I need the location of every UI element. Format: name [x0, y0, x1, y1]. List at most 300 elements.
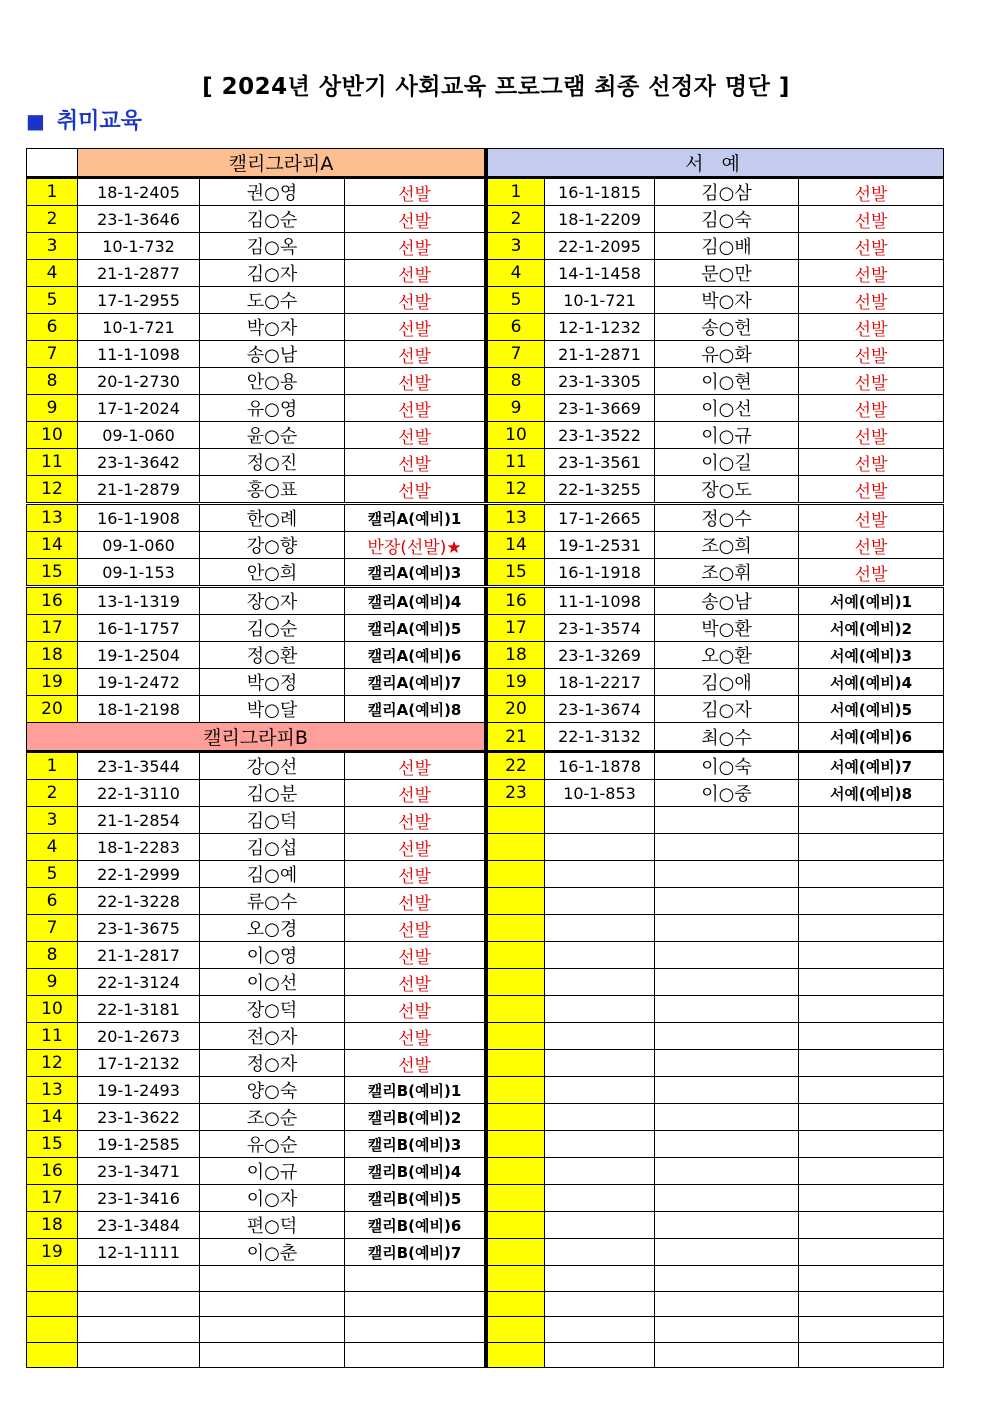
right-empty-cell [545, 969, 655, 996]
right-row-number: 15 [488, 559, 545, 587]
table-row [27, 1077, 944, 1104]
right-member-name: 김○숙 [655, 206, 799, 233]
right-empty-number [488, 1185, 545, 1212]
left-empty-number [27, 1266, 78, 1292]
right-member-code: 16-1-1918 [545, 559, 655, 587]
table-row [27, 532, 944, 559]
table-row [27, 861, 944, 888]
right-empty-cell [799, 1158, 944, 1185]
right-member-name: 이○규 [655, 422, 799, 449]
left-empty-cell [345, 1317, 486, 1343]
left-member-name: 오○경 [200, 915, 345, 942]
left-row-number: 20 [27, 696, 78, 723]
left-selection-status: 캘리B(예비)2 [345, 1104, 486, 1131]
right-empty-cell [545, 1185, 655, 1212]
left-member-code: 23-1-3642 [78, 449, 200, 476]
right-row-number: 13 [488, 504, 545, 532]
right-selection-status: 선발 [799, 476, 944, 504]
table-row [27, 395, 944, 422]
left-row-number: 5 [27, 861, 78, 888]
left-row-number: 17 [27, 1185, 78, 1212]
square-bullet-icon: ■ [26, 109, 45, 133]
right-member-name: 최○수 [655, 723, 799, 752]
right-empty-number [488, 1239, 545, 1266]
right-member-name: 박○환 [655, 615, 799, 642]
left-member-name: 권○영 [200, 178, 345, 206]
right-selection-status: 선발 [799, 233, 944, 260]
left-member-code: 22-1-3110 [78, 780, 200, 807]
right-empty-cell [655, 942, 799, 969]
left-selection-status: 캘리B(예비)1 [345, 1077, 486, 1104]
left-row-number: 1 [27, 752, 78, 780]
right-row-number: 19 [488, 669, 545, 696]
right-empty-cell [799, 1131, 944, 1158]
right-empty-cell [799, 861, 944, 888]
right-empty-cell [545, 1104, 655, 1131]
left-member-name: 김○순 [200, 615, 345, 642]
left-selection-status: 선발 [345, 861, 486, 888]
right-member-name: 송○남 [655, 587, 799, 615]
right-empty-cell [799, 1239, 944, 1266]
left-row-number: 6 [27, 888, 78, 915]
table-row [27, 476, 944, 504]
left-row-number: 4 [27, 834, 78, 861]
table-row [27, 149, 944, 178]
table-row [27, 1291, 944, 1317]
left-row-number: 7 [27, 341, 78, 368]
left-member-code: 19-1-2493 [78, 1077, 200, 1104]
left-selection-status: 선발 [345, 942, 486, 969]
left-member-name: 장○덕 [200, 996, 345, 1023]
right-empty-cell [799, 807, 944, 834]
left-row-number: 8 [27, 942, 78, 969]
right-member-code: 16-1-1878 [545, 752, 655, 780]
left-selection-status: 캘리A(예비)5 [345, 615, 486, 642]
right-selection-status: 서예(예비)1 [799, 587, 944, 615]
right-member-name: 문○만 [655, 260, 799, 287]
right-empty-cell [799, 1104, 944, 1131]
left-row-number: 8 [27, 368, 78, 395]
right-row-number: 2 [488, 206, 545, 233]
right-member-code: 19-1-2531 [545, 532, 655, 559]
left-selection-status: 캘리B(예비)5 [345, 1185, 486, 1212]
left-row-number: 6 [27, 314, 78, 341]
right-empty-cell [799, 915, 944, 942]
left-member-code: 20-1-2730 [78, 368, 200, 395]
right-row-number: 17 [488, 615, 545, 642]
left-selection-status: 선발 [345, 476, 486, 504]
left-row-number: 12 [27, 1050, 78, 1077]
left-member-code: 23-1-3675 [78, 915, 200, 942]
left-empty-cell [200, 1317, 345, 1343]
right-member-name: 정○수 [655, 504, 799, 532]
right-selection-status: 선발 [799, 314, 944, 341]
left-empty-cell [200, 1342, 345, 1368]
right-member-name: 이○중 [655, 780, 799, 807]
left-member-code: 19-1-2472 [78, 669, 200, 696]
left-member-code: 11-1-1098 [78, 341, 200, 368]
right-empty-number [488, 1291, 545, 1317]
right-empty-cell [655, 1291, 799, 1317]
right-empty-cell [799, 1212, 944, 1239]
right-member-code: 21-1-2871 [545, 341, 655, 368]
right-selection-status: 선발 [799, 341, 944, 368]
right-row-number: 22 [488, 752, 545, 780]
left-selection-status: 선발 [345, 206, 486, 233]
left-selection-status: 선발 [345, 1023, 486, 1050]
left-member-name: 조○순 [200, 1104, 345, 1131]
right-empty-cell [655, 834, 799, 861]
right-member-code: 22-1-3132 [545, 723, 655, 752]
right-selection-status: 선발 [799, 287, 944, 314]
left-selection-status: 선발 [345, 1050, 486, 1077]
right-row-number: 6 [488, 314, 545, 341]
table-row [27, 206, 944, 233]
right-selection-status: 서예(예비)4 [799, 669, 944, 696]
right-member-code: 10-1-721 [545, 287, 655, 314]
right-empty-cell [545, 915, 655, 942]
table-row [27, 587, 944, 615]
right-selection-status: 서예(예비)2 [799, 615, 944, 642]
group-header-calligraphy-b: 캘리그라피B [27, 723, 486, 752]
table-row [27, 942, 944, 969]
left-selection-status: 선발 [345, 888, 486, 915]
left-row-number: 10 [27, 422, 78, 449]
right-empty-number [488, 1131, 545, 1158]
right-empty-cell [655, 1185, 799, 1212]
right-empty-cell [545, 1239, 655, 1266]
left-member-code: 23-1-3416 [78, 1185, 200, 1212]
left-row-number: 15 [27, 559, 78, 587]
right-empty-number [488, 1077, 545, 1104]
table-row [27, 996, 944, 1023]
right-row-number: 14 [488, 532, 545, 559]
left-row-number: 2 [27, 780, 78, 807]
left-member-code: 21-1-2877 [78, 260, 200, 287]
left-member-code: 21-1-2879 [78, 476, 200, 504]
right-member-name: 유○화 [655, 341, 799, 368]
table-row [27, 1239, 944, 1266]
table-row [27, 642, 944, 669]
left-member-name: 정○환 [200, 642, 345, 669]
left-member-code: 23-1-3544 [78, 752, 200, 780]
right-row-number: 16 [488, 587, 545, 615]
table-row [27, 888, 944, 915]
right-empty-cell [655, 1077, 799, 1104]
right-empty-cell [799, 1050, 944, 1077]
left-member-code: 18-1-2405 [78, 178, 200, 206]
right-member-name: 김○애 [655, 669, 799, 696]
left-row-number: 12 [27, 476, 78, 504]
left-row-number: 17 [27, 615, 78, 642]
right-empty-number [488, 1212, 545, 1239]
left-empty-cell [78, 1291, 200, 1317]
right-empty-cell [799, 1266, 944, 1292]
left-row-number: 1 [27, 178, 78, 206]
right-member-code: 23-1-3269 [545, 642, 655, 669]
table-row [27, 449, 944, 476]
left-member-code: 21-1-2817 [78, 942, 200, 969]
left-member-name: 홍○표 [200, 476, 345, 504]
right-row-number: 3 [488, 233, 545, 260]
left-member-name: 김○예 [200, 861, 345, 888]
table-row [27, 1317, 944, 1343]
right-empty-cell [655, 1239, 799, 1266]
right-member-name: 장○도 [655, 476, 799, 504]
left-member-name: 강○향 [200, 532, 345, 559]
group-header-calligraphy-a: 캘리그라피A [78, 149, 486, 178]
table-row [27, 314, 944, 341]
right-empty-cell [655, 807, 799, 834]
left-row-number: 11 [27, 449, 78, 476]
left-member-code: 13-1-1319 [78, 587, 200, 615]
left-selection-status: 반장(선발)★ [345, 532, 486, 559]
table-row [27, 504, 944, 532]
left-member-name: 이○자 [200, 1185, 345, 1212]
left-member-code: 22-1-3228 [78, 888, 200, 915]
right-selection-status: 선발 [799, 368, 944, 395]
right-empty-cell [655, 915, 799, 942]
right-row-number: 9 [488, 395, 545, 422]
right-empty-cell [655, 1317, 799, 1343]
table-row [27, 1158, 944, 1185]
left-member-name: 이○춘 [200, 1239, 345, 1266]
left-row-number: 13 [27, 504, 78, 532]
right-empty-cell [799, 1077, 944, 1104]
table-row [27, 807, 944, 834]
left-selection-status: 선발 [345, 834, 486, 861]
right-empty-cell [545, 861, 655, 888]
table-row [27, 669, 944, 696]
right-empty-cell [655, 1131, 799, 1158]
left-member-name: 윤○순 [200, 422, 345, 449]
right-row-number: 10 [488, 422, 545, 449]
left-selection-status: 캘리A(예비)6 [345, 642, 486, 669]
left-member-code: 17-1-2024 [78, 395, 200, 422]
right-empty-number [488, 1104, 545, 1131]
right-empty-cell [545, 1077, 655, 1104]
left-selection-status: 선발 [345, 807, 486, 834]
left-member-code: 09-1-153 [78, 559, 200, 587]
table-row [27, 233, 944, 260]
left-selection-status: 선발 [345, 395, 486, 422]
left-member-name: 편○덕 [200, 1212, 345, 1239]
right-empty-number [488, 834, 545, 861]
table-row [27, 615, 944, 642]
table-row [27, 287, 944, 314]
right-empty-cell [545, 1131, 655, 1158]
table-row [27, 1104, 944, 1131]
left-selection-status: 선발 [345, 287, 486, 314]
left-member-name: 김○섭 [200, 834, 345, 861]
right-member-code: 23-1-3305 [545, 368, 655, 395]
right-row-number: 7 [488, 341, 545, 368]
right-row-number: 1 [488, 178, 545, 206]
right-empty-cell [655, 1342, 799, 1368]
left-member-name: 안○희 [200, 559, 345, 587]
left-selection-status: 선발 [345, 996, 486, 1023]
page-title: [ 2024년 상반기 사회교육 프로그램 최종 선정자 명단 ] [202, 74, 790, 100]
right-empty-number [488, 1158, 545, 1185]
left-row-number: 16 [27, 587, 78, 615]
right-member-name: 이○선 [655, 395, 799, 422]
right-empty-cell [545, 1023, 655, 1050]
table-row [27, 834, 944, 861]
right-row-number: 5 [488, 287, 545, 314]
right-member-name: 이○숙 [655, 752, 799, 780]
left-member-code: 23-1-3622 [78, 1104, 200, 1131]
right-member-code: 11-1-1098 [545, 587, 655, 615]
left-member-code: 18-1-2283 [78, 834, 200, 861]
right-row-number: 20 [488, 696, 545, 723]
left-member-code: 22-1-2999 [78, 861, 200, 888]
right-selection-status: 서예(예비)8 [799, 780, 944, 807]
left-selection-status: 캘리A(예비)8 [345, 696, 486, 723]
table-row [27, 422, 944, 449]
left-member-code: 09-1-060 [78, 422, 200, 449]
right-empty-number [488, 942, 545, 969]
right-row-number: 18 [488, 642, 545, 669]
left-member-code: 23-1-3646 [78, 206, 200, 233]
right-empty-cell [799, 969, 944, 996]
right-member-code: 18-1-2217 [545, 669, 655, 696]
left-row-number: 11 [27, 1023, 78, 1050]
left-member-code: 10-1-721 [78, 314, 200, 341]
left-selection-status: 선발 [345, 233, 486, 260]
left-row-number: 13 [27, 1077, 78, 1104]
table-row [27, 178, 944, 206]
right-member-name: 김○삼 [655, 178, 799, 206]
right-member-name: 박○자 [655, 287, 799, 314]
left-row-number: 18 [27, 1212, 78, 1239]
left-member-code: 22-1-3124 [78, 969, 200, 996]
left-empty-cell [345, 1342, 486, 1368]
right-empty-cell [655, 969, 799, 996]
left-member-name: 도○수 [200, 287, 345, 314]
right-empty-number [488, 996, 545, 1023]
right-empty-cell [799, 1317, 944, 1343]
table-row [27, 1185, 944, 1212]
right-empty-number [488, 1266, 545, 1292]
left-row-number: 19 [27, 1239, 78, 1266]
table-row [27, 1342, 944, 1368]
right-empty-cell [655, 861, 799, 888]
right-selection-status: 선발 [799, 449, 944, 476]
left-member-code: 22-1-3181 [78, 996, 200, 1023]
table-row [27, 1266, 944, 1292]
right-empty-cell [545, 1342, 655, 1368]
right-selection-status: 서예(예비)6 [799, 723, 944, 752]
left-selection-status: 선발 [345, 780, 486, 807]
left-member-name: 유○영 [200, 395, 345, 422]
left-member-code: 16-1-1908 [78, 504, 200, 532]
right-row-number: 21 [488, 723, 545, 752]
table-row [27, 559, 944, 587]
right-empty-number [488, 915, 545, 942]
right-selection-status: 서예(예비)7 [799, 752, 944, 780]
right-row-number: 11 [488, 449, 545, 476]
left-member-code: 23-1-3471 [78, 1158, 200, 1185]
right-member-code: 12-1-1232 [545, 314, 655, 341]
left-selection-status: 선발 [345, 422, 486, 449]
left-row-number: 14 [27, 532, 78, 559]
right-empty-cell [799, 1023, 944, 1050]
left-member-name: 박○정 [200, 669, 345, 696]
right-member-name: 조○희 [655, 532, 799, 559]
left-member-name: 양○숙 [200, 1077, 345, 1104]
left-member-name: 이○영 [200, 942, 345, 969]
right-member-code: 22-1-3255 [545, 476, 655, 504]
left-member-name: 김○덕 [200, 807, 345, 834]
left-row-number: 9 [27, 395, 78, 422]
left-row-number: 4 [27, 260, 78, 287]
section-label: 취미교육 [56, 109, 142, 134]
left-member-name: 강○선 [200, 752, 345, 780]
right-empty-number [488, 888, 545, 915]
left-member-code: 20-1-2673 [78, 1023, 200, 1050]
left-member-code: 16-1-1757 [78, 615, 200, 642]
left-member-code: 19-1-2585 [78, 1131, 200, 1158]
right-empty-number [488, 1317, 545, 1343]
left-row-number: 3 [27, 807, 78, 834]
left-selection-status: 선발 [345, 449, 486, 476]
selection-table [26, 148, 944, 1368]
right-member-code: 17-1-2665 [545, 504, 655, 532]
right-empty-cell [545, 1212, 655, 1239]
left-selection-status: 캘리B(예비)4 [345, 1158, 486, 1185]
right-empty-cell [545, 834, 655, 861]
left-member-code: 17-1-2955 [78, 287, 200, 314]
table-row [27, 752, 944, 780]
left-row-number: 14 [27, 1104, 78, 1131]
left-selection-status: 캘리A(예비)1 [345, 504, 486, 532]
left-row-number: 9 [27, 969, 78, 996]
right-empty-cell [655, 1104, 799, 1131]
right-selection-status: 선발 [799, 395, 944, 422]
left-empty-number [27, 1342, 78, 1368]
right-member-name: 김○자 [655, 696, 799, 723]
left-empty-cell [78, 1317, 200, 1343]
left-row-number: 2 [27, 206, 78, 233]
right-empty-cell [655, 996, 799, 1023]
right-member-name: 조○휘 [655, 559, 799, 587]
left-member-name: 박○자 [200, 314, 345, 341]
right-empty-cell [655, 1023, 799, 1050]
right-empty-cell [545, 807, 655, 834]
header-corner-cell [27, 149, 78, 178]
left-member-name: 정○진 [200, 449, 345, 476]
left-member-code: 17-1-2132 [78, 1050, 200, 1077]
left-empty-cell [78, 1266, 200, 1292]
right-empty-cell [655, 888, 799, 915]
right-empty-cell [545, 1158, 655, 1185]
right-empty-cell [655, 1158, 799, 1185]
right-selection-status: 선발 [799, 532, 944, 559]
right-empty-cell [799, 1291, 944, 1317]
table-row [27, 1131, 944, 1158]
right-row-number: 12 [488, 476, 545, 504]
right-member-code: 23-1-3522 [545, 422, 655, 449]
right-member-code: 18-1-2209 [545, 206, 655, 233]
left-member-code: 09-1-060 [78, 532, 200, 559]
left-row-number: 18 [27, 642, 78, 669]
right-selection-status: 선발 [799, 559, 944, 587]
right-member-name: 이○길 [655, 449, 799, 476]
right-empty-number [488, 861, 545, 888]
left-selection-status: 선발 [345, 969, 486, 996]
right-member-code: 10-1-853 [545, 780, 655, 807]
left-empty-cell [345, 1291, 486, 1317]
